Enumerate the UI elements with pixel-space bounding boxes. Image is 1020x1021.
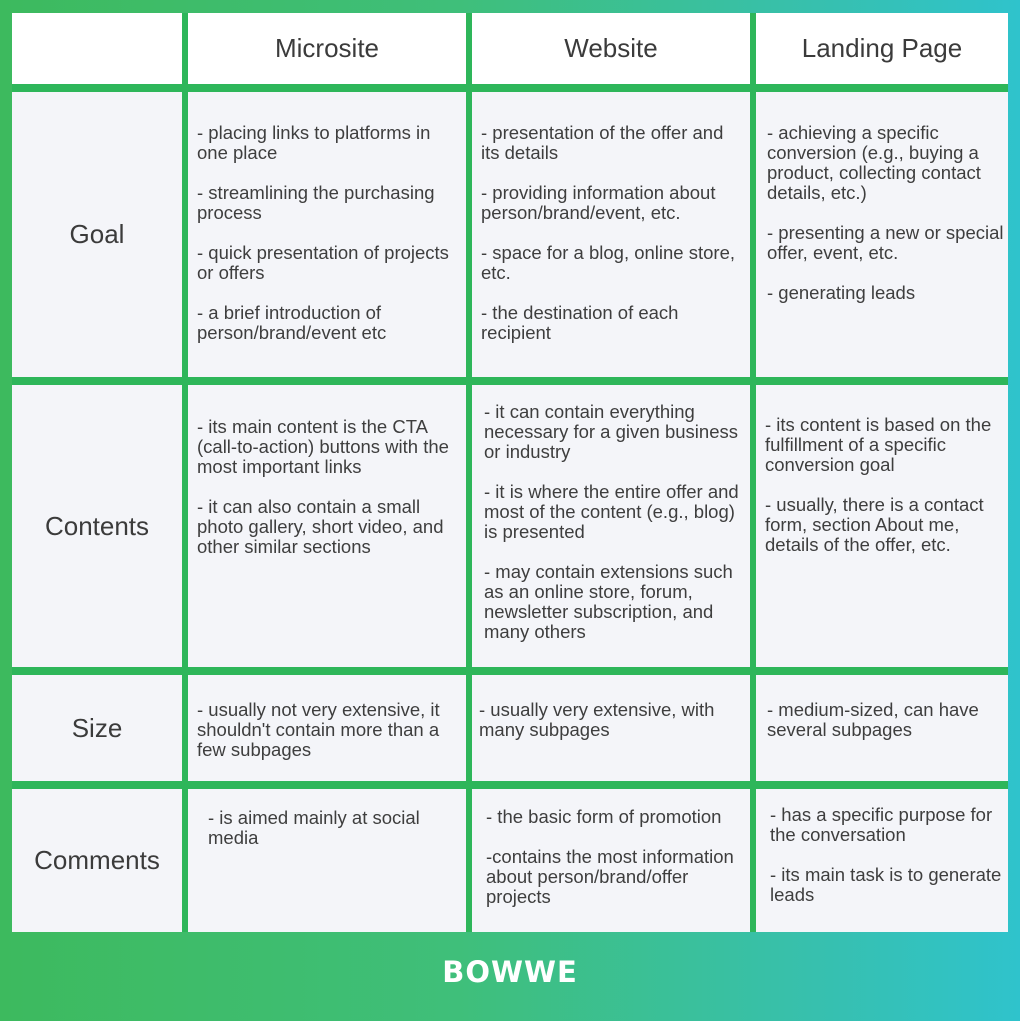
list-item: - streamlining the purchasing process bbox=[197, 182, 435, 223]
cell-contents-website bbox=[472, 385, 750, 667]
list-item: - a brief introduction of person/brand/event etc bbox=[197, 302, 387, 343]
list-item: - placing links to platforms in one place bbox=[197, 122, 431, 163]
column-header-label: Landing Page bbox=[801, 33, 963, 63]
row-label-text: Contents bbox=[44, 510, 150, 541]
comparison-table bbox=[12, 13, 1008, 932]
cell-contents-landing-page bbox=[756, 385, 1008, 667]
list-item: - its main content is the CTA (call-to-action) buttons with the most important links bbox=[197, 416, 449, 477]
row-label-comments bbox=[12, 789, 182, 932]
list-item: - presentation of the offer and its details bbox=[481, 122, 724, 163]
column-header-landing-page bbox=[756, 13, 1008, 84]
list-item: - generating leads bbox=[767, 282, 916, 303]
row-label-text: Size bbox=[71, 712, 123, 743]
row-label-size bbox=[12, 675, 182, 781]
row-label-text: Comments bbox=[34, 845, 160, 875]
list-item: - usually, there is a contact form, section About me, details of the offer, etc. bbox=[765, 494, 984, 555]
cell-comments-website bbox=[472, 789, 750, 932]
list-item: - presenting a new or special offer, event, etc. bbox=[767, 222, 1004, 263]
row-label-text: Goal bbox=[69, 219, 125, 249]
list-item: - may contain extensions such as an online store, forum, newsletter subscription, and many others bbox=[484, 561, 733, 642]
list-item: - achieving a specific conversion (e.g., buying a product, collecting contact details, etc.) bbox=[767, 122, 981, 203]
cell-goal-microsite bbox=[188, 92, 466, 377]
list-item: - it is where the entire offer and most of the content (e.g., blog) is presented bbox=[484, 481, 739, 542]
list-item: - providing information about person/brand/event, etc. bbox=[481, 182, 716, 223]
list-item: - usually very extensive, with many subpages bbox=[479, 699, 715, 740]
cell-goal-website bbox=[472, 92, 750, 377]
cell-contents-microsite bbox=[188, 385, 466, 667]
list-item: -contains the most information about person/brand/offer projects bbox=[486, 846, 734, 907]
cell-comments-microsite bbox=[188, 789, 466, 932]
column-header-label: Website bbox=[564, 33, 658, 63]
column-header-website bbox=[472, 13, 750, 84]
list-item: - medium-sized, can have several subpages bbox=[767, 699, 979, 740]
list-item: - it can also contain a small photo gallery, short video, and other similar sections bbox=[197, 496, 444, 557]
list-item: - quick presentation of projects or offers bbox=[197, 242, 449, 283]
row-label-goal bbox=[12, 92, 182, 377]
cell-size-website bbox=[472, 675, 750, 781]
brand-logo: BOWWE bbox=[442, 955, 578, 989]
list-item: - has a specific purpose for the conversation bbox=[770, 804, 993, 845]
column-header-label: Microsite bbox=[274, 33, 379, 63]
cell-size-landing-page bbox=[756, 675, 1008, 781]
list-item: - the destination of each recipient bbox=[481, 302, 679, 343]
cell-size-microsite bbox=[188, 675, 466, 781]
list-item: - it can contain everything necessary for a given business or industry bbox=[484, 401, 738, 462]
cell-comments-landing-page bbox=[756, 789, 1008, 932]
list-item: - the basic form of promotion bbox=[486, 806, 722, 827]
row-label-contents bbox=[12, 385, 182, 667]
list-item: - usually not very extensive, it shouldn't contain more than a few subpages bbox=[197, 699, 440, 760]
list-item: - its main task is to generate leads bbox=[770, 864, 1002, 905]
list-item: - space for a blog, online store, etc. bbox=[481, 242, 736, 283]
corner-cell bbox=[12, 13, 182, 84]
column-header-microsite bbox=[188, 13, 466, 84]
cell-goal-landing-page bbox=[756, 92, 1008, 377]
list-item: - is aimed mainly at social media bbox=[208, 807, 420, 848]
list-item: - its content is based on the fulfillment of a specific conversion goal bbox=[765, 414, 992, 475]
